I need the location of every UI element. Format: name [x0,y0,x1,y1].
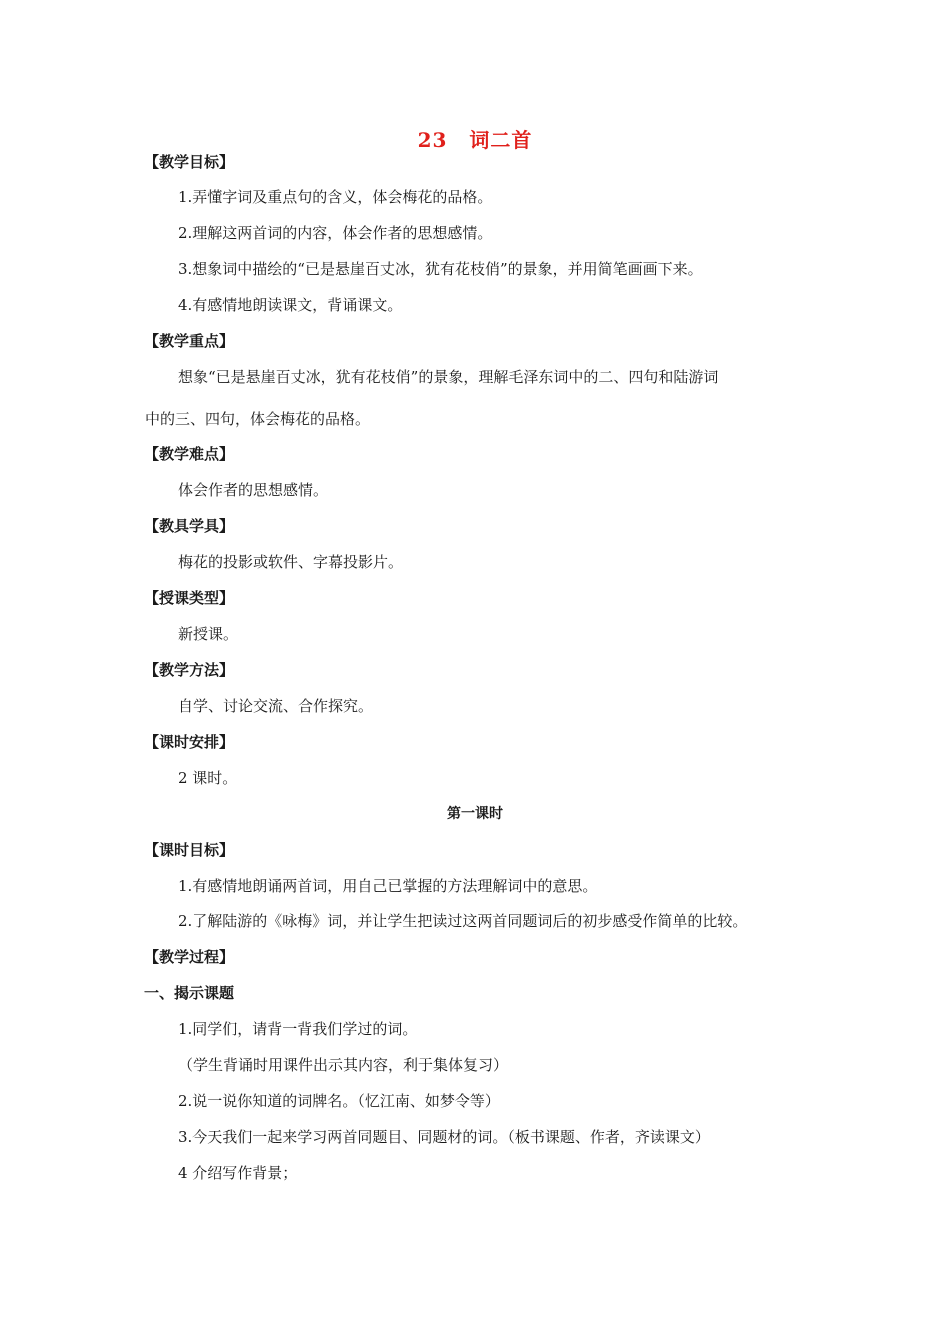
heading-tools: 【教具学具】 [144,517,235,535]
part1-item: 4 介绍写作背景； [178,1164,298,1182]
lesson-goal-item: 1.有感情地朗诵两首词，用自己已掌握的方法理解词中的意思。 [178,877,598,895]
page-title [0,124,950,153]
key-points-text-cont: 中的三、四句，体会梅花的品格。 [145,410,371,428]
first-lesson-title: 第一课时 [447,806,503,822]
key-points-text: 想象“已是悬崖百丈冰，犹有花枝俏”的景象，理解毛泽东词中的二、四句和陆游词 [178,368,719,386]
heading-lesson-type: 【授课类型】 [144,589,235,607]
heading-schedule: 【课时安排】 [144,733,235,751]
methods-text: 自学、讨论交流、合作探究。 [178,697,374,715]
heading-lesson-goals: 【课时目标】 [144,841,235,859]
goal-item: 4.有感情地朗读课文，背诵课文。 [178,296,403,314]
lesson-number: 23 [417,128,448,152]
part1-item: 1.同学们，请背一背我们学过的词。 [178,1020,418,1038]
heading-goals: 【教学目标】 [144,153,235,171]
lesson-type-text: 新授课。 [178,625,239,643]
heading-difficulties: 【教学难点】 [144,445,235,463]
goal-item: 3.想象词中描绘的“已是悬崖百丈冰，犹有花枝俏”的景象，并用简笔画画下来。 [178,260,703,278]
part1-heading: 一、揭示课题 [144,984,235,1002]
goal-item: 1.弄懂字词及重点句的含义，体会梅花的品格。 [178,188,493,206]
tools-text: 梅花的投影或软件、字幕投影片。 [178,553,404,571]
part1-item: 3.今天我们一起来学习两首同题目、同题材的词。（板书课题、作者，齐读课文） [178,1128,710,1146]
part1-item: （学生背诵时用课件出示其内容，利于集体复习） [178,1056,509,1074]
lesson-title: 词二首 [469,128,533,152]
part1-item: 2.说一说你知道的词牌名。（忆江南、如梦令等） [178,1092,500,1110]
difficulties-text: 体会作者的思想感情。 [178,481,329,499]
heading-key-points: 【教学重点】 [144,332,235,350]
heading-methods: 【教学方法】 [144,661,235,679]
lesson-goal-item: 2.了解陆游的《咏梅》词，并让学生把读过这两首同题词后的初步感受作简单的比较。 [178,912,748,930]
goal-item: 2.理解这两首词的内容，体会作者的思想感情。 [178,224,493,242]
heading-process: 【教学过程】 [144,948,235,966]
schedule-text: 2 课时。 [178,769,238,787]
